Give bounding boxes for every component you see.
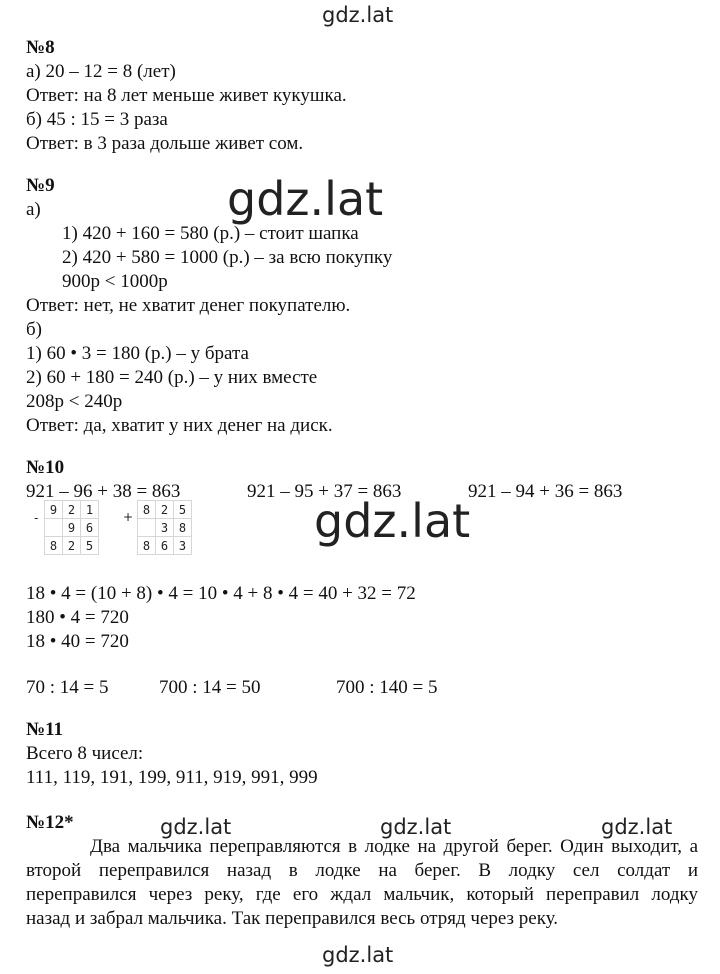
task-10-mult-line: 18 • 40 = 720 [26, 631, 129, 652]
task-12-title: №12* [26, 812, 74, 833]
task-8-title: №8 [26, 37, 55, 58]
digit-cell: 6 [81, 519, 99, 537]
digit-cell: 6 [156, 537, 174, 555]
task-8-line: а) 20 – 12 = 8 (лет) [26, 61, 176, 82]
digit-cell: 3 [174, 537, 192, 555]
digit-cell: 2 [156, 501, 174, 519]
task-9-b-label: б) [26, 319, 42, 340]
addition-sign: + [123, 510, 134, 524]
task-10-title: №10 [26, 457, 65, 478]
digit-cell: 3 [156, 519, 174, 537]
watermark-bottom: gdz.lat [322, 943, 394, 967]
digit-cell: 2 [63, 537, 81, 555]
watermark-large-1: gdz.lat [227, 172, 384, 226]
digit-cell [45, 519, 63, 537]
task-9-a-label: а) [26, 199, 41, 220]
watermark-top: gdz.lat [322, 3, 394, 27]
digit-cell: 8 [138, 537, 156, 555]
task-10-equation: 921 – 94 + 36 = 863 [468, 481, 623, 502]
column-addition [137, 500, 192, 555]
task-10-division: 70 : 14 = 5 [26, 677, 109, 698]
task-8-line: б) 45 : 15 = 3 раза [26, 109, 168, 130]
watermark-row-1: gdz.lat [160, 815, 232, 839]
task-8-line: Ответ: на 8 лет меньше живет кукушка. [26, 85, 347, 106]
digit-cell: 2 [63, 501, 81, 519]
task-10-division: 700 : 14 = 50 [159, 677, 261, 698]
watermark-row-3: gdz.lat [601, 815, 673, 839]
task-9-a-step: 900р < 1000р [62, 271, 168, 292]
task-11-line: 111, 119, 191, 199, 911, 919, 991, 999 [26, 767, 318, 788]
task-9-a-answer: Ответ: нет, не хватит денег покупателю. [26, 295, 351, 316]
task-9-b-line: 208р < 240р [26, 391, 123, 412]
task-10-division: 700 : 140 = 5 [336, 677, 438, 698]
task-10-mult-line: 180 • 4 = 720 [26, 607, 129, 628]
task-11-title: №11 [26, 719, 64, 740]
task-10-equation: 921 – 96 + 38 = 863 [26, 481, 181, 502]
task-12-line: второй переправился назад в лодке на берег. В лодку сел солдат и [26, 860, 698, 881]
digit-cell: 9 [45, 501, 63, 519]
task-9-a-step: 2) 420 + 580 = 1000 (р.) – за всю покупку [62, 247, 393, 268]
task-9-a-step: 1) 420 + 160 = 580 (р.) – стоит шапка [62, 223, 359, 244]
digit-cell [138, 519, 156, 537]
task-9-title: №9 [26, 175, 55, 196]
task-9-b-line: Ответ: да, хватит у них денег на диск. [26, 415, 333, 436]
digit-cell: 8 [174, 519, 192, 537]
subtraction-sign: - [34, 511, 39, 525]
task-12-line: Два мальчика переправляются в лодке на другой берег. Один выходит, а [90, 836, 698, 857]
task-12-paragraph [26, 835, 698, 931]
digit-cell: 5 [81, 537, 99, 555]
watermark-large-2: gdz.lat [314, 494, 471, 548]
digit-cell: 1 [81, 501, 99, 519]
task-9-b-line: 2) 60 + 180 = 240 (р.) – у них вместе [26, 367, 318, 388]
task-10-equation: 921 – 95 + 37 = 863 [247, 481, 402, 502]
digit-cell: 5 [174, 501, 192, 519]
digit-cell: 8 [45, 537, 63, 555]
task-12-line: переправился через реку, где его ждал мальчик, который переправил лодку [26, 884, 698, 905]
task-9-b-line: 1) 60 • 3 = 180 (р.) – у брата [26, 343, 249, 364]
column-subtraction [44, 500, 99, 555]
watermark-row-2: gdz.lat [380, 815, 452, 839]
task-8-line: Ответ: в 3 раза дольше живет сом. [26, 133, 304, 154]
digit-cell: 8 [138, 501, 156, 519]
digit-cell: 9 [63, 519, 81, 537]
task-11-line: Всего 8 чисел: [26, 743, 144, 764]
task-10-mult-line: 18 • 4 = (10 + 8) • 4 = 10 • 4 + 8 • 4 = 40 + 32 = 72 [26, 583, 416, 604]
task-12-line: назад и забрал мальчика. Так переправился весь отряд через реку. [26, 908, 559, 929]
